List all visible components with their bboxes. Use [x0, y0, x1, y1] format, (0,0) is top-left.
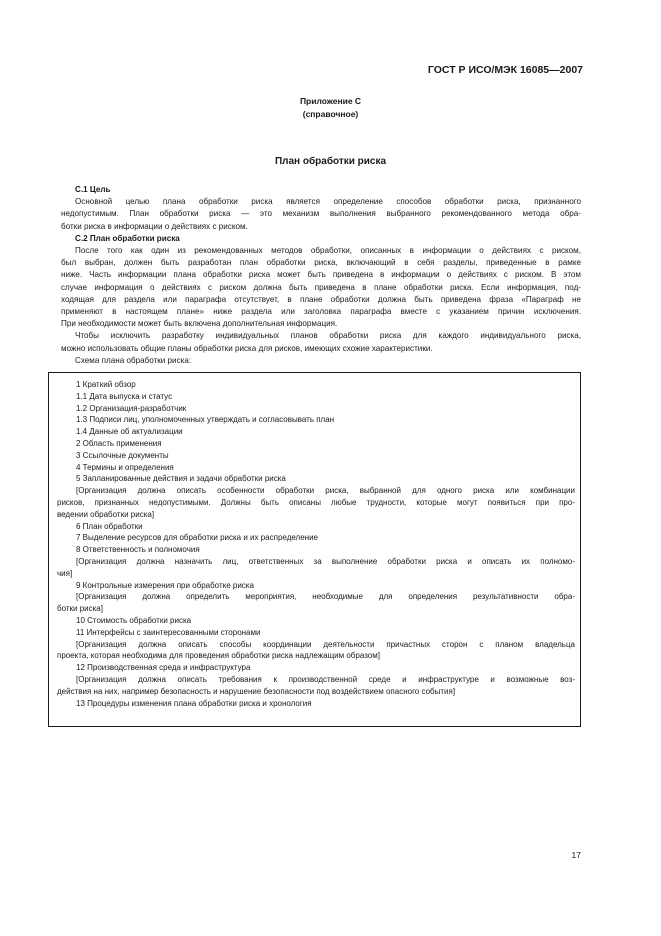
c2-line: ходящая для раздела или параграфа отсутствует, в плане обработки должна быть приведена фраза «Параграф не — [61, 294, 581, 304]
annex-title: Приложение С — [299, 96, 362, 106]
outline-note: проекта, которая необходима для проведения обработки риска надлежащим образом] — [57, 651, 380, 661]
outline-note: ботки риска] — [57, 604, 103, 614]
c2-line: можно использовать общие планы обработки риска для рисков, имеющих схожие характеристики. — [61, 343, 433, 353]
outline-note: [Организация должна определить мероприятия, необходимые для определения результативности обра- — [76, 592, 575, 602]
outline-line: 1 Краткий обзор — [76, 380, 136, 389]
c2-line: случае информация о действиях с риском должна быть приведена в плане обработки риска. Если информация, под- — [61, 282, 581, 292]
outline-line: 13 Процедуры изменения плана обработки риска и хронология — [76, 698, 312, 708]
outline-line: 10 Стоимость обработки риска — [76, 615, 192, 625]
page-number: 17 — [571, 850, 581, 860]
outline-line: 11 Интерфейсы с заинтересованными сторонами — [76, 627, 261, 637]
c1-line: недопустимым. План обработки риска — это механизм выполнения выбранного рекомендованного метода обра- — [61, 209, 581, 219]
outline-line: 1.4 Данные об актуализации — [76, 427, 183, 437]
outline-line: 3 Ссылочные документы — [76, 450, 169, 460]
c2-scheme-label: Схема плана обработки риска: — [75, 355, 192, 365]
c2-line: Чтобы исключить разработку индивидуальных планов обработки риска для каждого индивидуального риска, — [75, 331, 581, 341]
c1-line: Основной целью плана обработки риска является определение способов обработки риска, признанного — [75, 197, 581, 207]
outline-line: 1.2 Организация-разработчик — [76, 403, 187, 413]
treatment-plan-outline-box — [48, 372, 581, 727]
outline-note: [Организация должна описать требования к производственной среде и инфраструктуре и возможные воз- — [76, 674, 575, 684]
outline-note: [Организация должна описать особенности обработки риска, выбранной для одного риска или комбинации — [76, 486, 575, 496]
annex-heading — [0, 95, 661, 120]
c2-line: ниже. Часть информации плана обработки риска может быть приведена в информации о действиях с риском. В этом — [61, 270, 581, 280]
outline-line: 1.3 Подписи лиц, уполномоченных утверждать и согласовывать план — [76, 415, 335, 425]
outline-line: 12 Производственная среда и инфраструктура — [76, 663, 251, 673]
outline-note: ведении обработки риска] — [57, 509, 155, 519]
c2-heading: С.2 План обработки риска — [75, 233, 180, 243]
outline-line: 8 Ответственность и полномочия — [76, 545, 200, 555]
c1-heading: С.1 Цель — [75, 185, 111, 194]
c2-line: был выбран, должен быть разработан план обработки риска, включающий в себя разделы, приведенные в рамке — [61, 258, 581, 268]
c2-line: После того как один из рекомендованных методов обработки, описанных в информации о действиях с риском, — [75, 246, 581, 256]
outline-note: действия на них, например безопасность и нарушение безопасности под воздействием опасного события] — [57, 686, 456, 696]
body-text — [61, 184, 581, 367]
annex-subtitle: (справочное) — [302, 108, 359, 119]
outline-line: 1.1 Дата выпуска и статус — [76, 391, 173, 401]
section-title: План обработки риска — [274, 156, 387, 167]
c2-line: применяют в настоящем плане» ниже раздела или заголовка параграфа вместе с указанием причин исключения. — [61, 307, 581, 317]
outline-line: 7 Выделение ресурсов для обработки риска и их распределение — [76, 533, 318, 543]
outline-note: чия] — [57, 568, 73, 578]
outline-line: 5 Запланированные действия и задачи обработки риска — [76, 474, 286, 484]
outline-note: [Организация должна описать способы координации деятельности причастных сторон с планом владельца — [76, 639, 575, 649]
outline-line: 4 Термины и определения — [76, 462, 174, 472]
outline-note: [Организация должна назначить лиц, ответственных за выполнение обработки риска и описать их полномо- — [76, 556, 575, 566]
outline-note: рисков, признанных недопустимыми. Должны быть описаны любые трудности, которые могут появиться при про- — [57, 497, 575, 507]
outline-line: 2 Область применения — [76, 438, 162, 448]
outline-line: 9 Контрольные измерения при обработке риска — [76, 580, 254, 590]
standard-header: ГОСТ Р ИСО/МЭК 16085—2007 — [427, 64, 583, 76]
c2-line: При необходимости может быть включена дополнительная информация. — [61, 319, 338, 329]
c1-line: ботки риска в информации о действиях с риском. — [61, 221, 248, 231]
outline-line: 6 План обработки — [76, 521, 143, 531]
